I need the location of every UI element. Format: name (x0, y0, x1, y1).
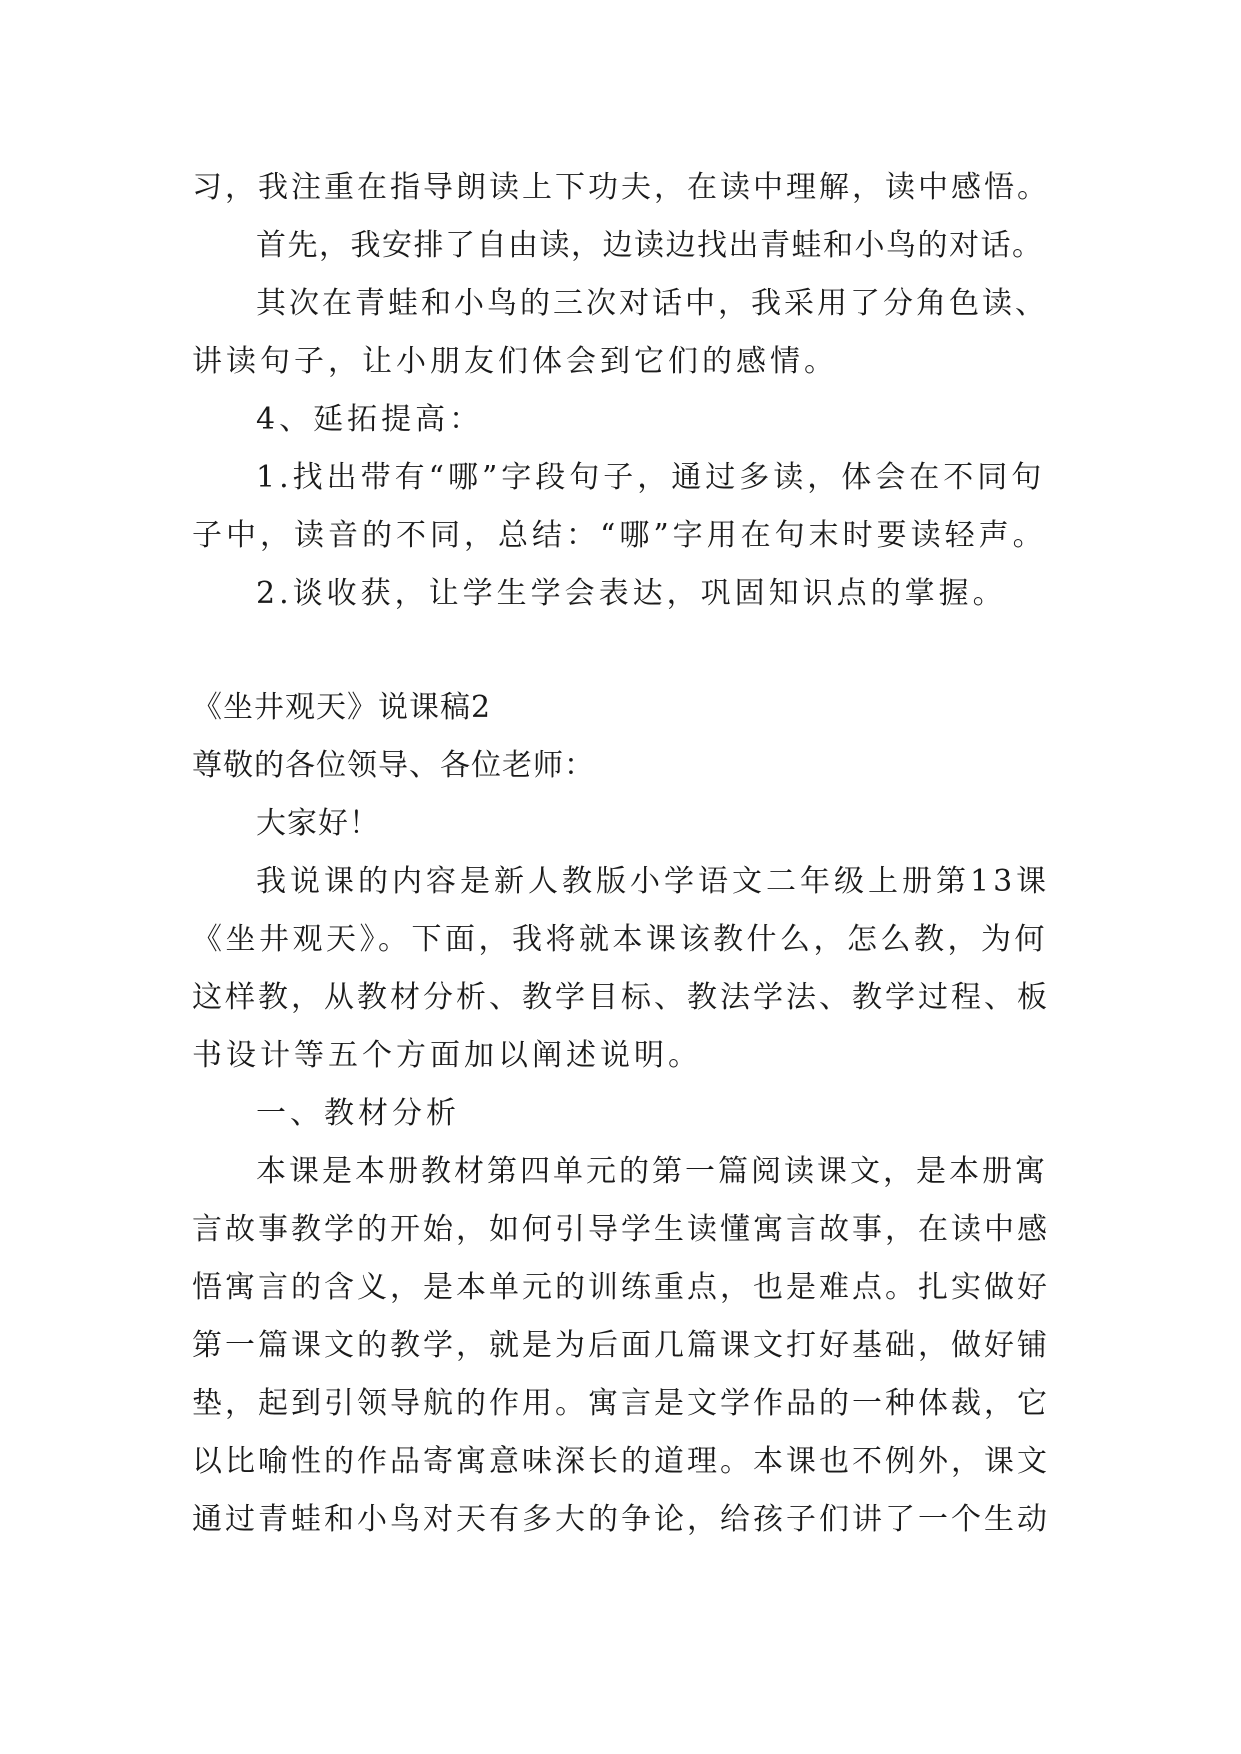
paragraph-line: 通过青蛙和小鸟对天有多大的争论，给孩子们讲了一个生动 (192, 1502, 1050, 1537)
paragraph-line: 以比喻性的作品寄寓意味深长的道理。本课也不例外，课文 (192, 1444, 1050, 1479)
paragraph-line: 第一篇课文的教学，就是为后面几篇课文打好基础，做好铺 (192, 1328, 1050, 1363)
paragraph-line: 习，我注重在指导朗读上下功夫，在读中理解，读中感悟。 (192, 170, 1050, 205)
paragraph-line: 子中，读音的不同，总结：“哪”字用在句末时要读轻声。 (192, 518, 1047, 553)
section-title: 《坐井观天》说课稿2 (192, 690, 492, 725)
paragraph-line: 其次在青蛙和小鸟的三次对话中，我采用了分角色读、 (256, 286, 1048, 321)
list-item: 2.谈收获，让学生学会表达，巩固知识点的掌握。 (256, 576, 1007, 611)
subheading: 一、教材分析 (256, 1096, 460, 1131)
paragraph-line: 垫，起到引领导航的作用。寓言是文学作品的一种体裁，它 (192, 1386, 1050, 1421)
paragraph-line: 悟寓言的含义，是本单元的训练重点，也是难点。扎实做好 (192, 1270, 1050, 1305)
paragraph-line: 首先，我安排了自由读，边读边找出青蛙和小鸟的对话。 (256, 228, 1044, 263)
salutation: 尊敬的各位领导、各位老师： (192, 748, 595, 783)
greeting: 大家好！ (256, 806, 380, 841)
paragraph-line: 这样教，从教材分析、教学目标、教法学法、教学过程、板 (192, 980, 1050, 1015)
paragraph-line: 本课是本册教材第四单元的第一篇阅读课文，是本册寓 (256, 1154, 1048, 1189)
paragraph-line: 书设计等五个方面加以阐述说明。 (192, 1038, 702, 1073)
list-item: 1.找出带有“哪”字段句子，通过多读，体会在不同句 (256, 460, 1046, 495)
paragraph-line: 我说课的内容是新人教版小学语文二年级上册第13课 (256, 864, 1051, 899)
paragraph-line: 言故事教学的开始，如何引导学生读懂寓言故事，在读中感 (192, 1212, 1050, 1247)
paragraph-line: 《坐井观天》。下面，我将就本课该教什么，怎么教，为何 (192, 922, 1048, 957)
list-heading: 4、延拓提高： (256, 402, 484, 437)
paragraph-line: 讲读句子，让小朋友们体会到它们的感情。 (192, 344, 838, 379)
